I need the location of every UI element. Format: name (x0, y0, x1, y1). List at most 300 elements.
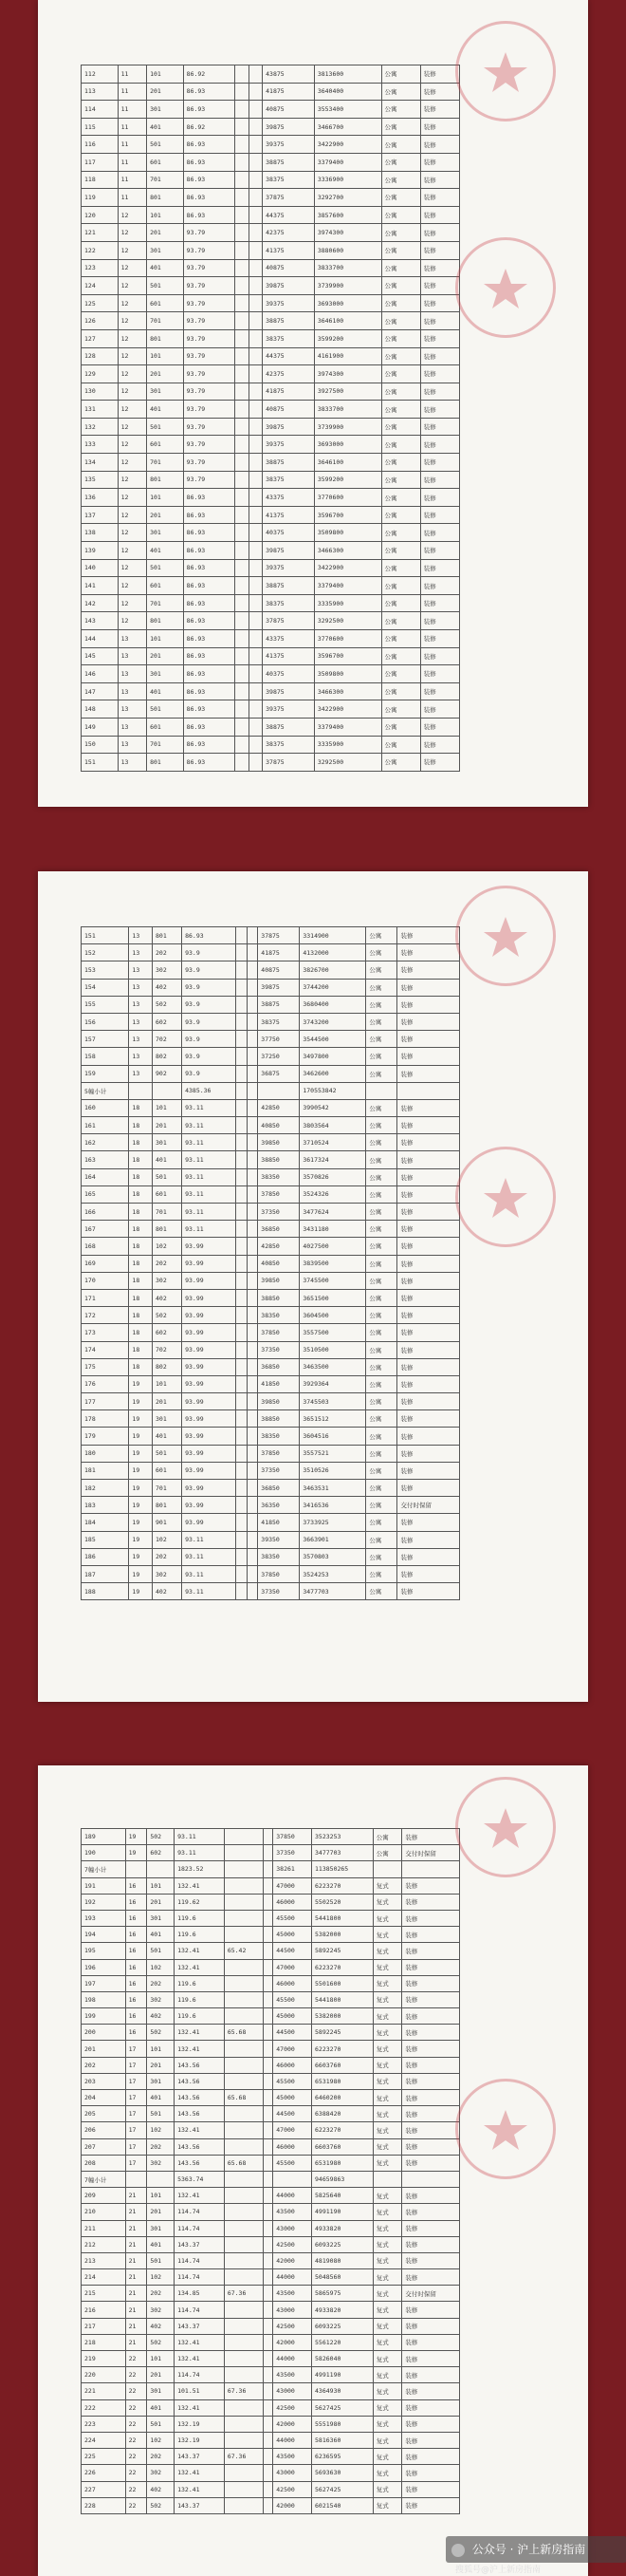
table-cell: 143.56 (175, 2106, 225, 2122)
table-cell: 装修 (397, 1255, 460, 1272)
table-cell: 公寓 (366, 1255, 397, 1272)
table-cell: 装修 (420, 383, 459, 401)
table-cell: 93.99 (182, 1514, 236, 1531)
table-cell: 93.11 (182, 1099, 236, 1116)
table-cell: 93.79 (183, 241, 235, 259)
table-cell: 3570826 (300, 1168, 366, 1185)
table-cell (224, 2497, 263, 2513)
table-cell: 公寓 (366, 1462, 397, 1479)
table-cell: 装修 (397, 979, 460, 996)
table-cell: 401 (153, 1151, 182, 1168)
table-cell: 19 (129, 1565, 153, 1582)
table-cell (249, 506, 262, 524)
table-row (82, 2383, 460, 2399)
table-cell (235, 542, 249, 560)
table-cell: 132.41 (175, 2334, 225, 2350)
table-row (82, 1514, 460, 1531)
table-cell: 94659863 (312, 2171, 374, 2187)
table-row (82, 1358, 460, 1375)
table-cell: 143.56 (175, 2057, 225, 2073)
table-cell: 装修 (402, 1894, 460, 1910)
table-cell (224, 2367, 263, 2383)
table-cell (263, 2057, 273, 2073)
table-cell: 19 (129, 1583, 153, 1600)
table-cell: 402 (153, 979, 182, 996)
table-cell (258, 1082, 300, 1099)
table-cell (247, 1065, 258, 1082)
table-cell (263, 2269, 273, 2286)
table-cell: 86.93 (183, 736, 235, 754)
table-cell: 401 (147, 2236, 175, 2252)
table-cell (235, 612, 249, 630)
table-cell: 装修 (397, 1134, 460, 1151)
table-cell: 202 (147, 2286, 175, 2302)
table-cell: 装修 (402, 2432, 460, 2448)
table-cell (249, 418, 262, 436)
table-row (82, 630, 460, 648)
table-cell (235, 559, 249, 577)
table-cell: 复式 (373, 1894, 402, 1910)
table-cell: 143.56 (175, 2138, 225, 2155)
table-cell: 502 (147, 2334, 175, 2350)
footer-watermark (446, 2536, 626, 2563)
table-cell: 301 (153, 1134, 182, 1151)
table-cell (263, 2302, 273, 2318)
table-cell: 12 (118, 524, 147, 542)
table-row (82, 2367, 460, 2383)
table-row (82, 489, 460, 507)
table-cell: 86.93 (183, 718, 235, 736)
table-cell: 公寓 (381, 524, 420, 542)
table-cell: 93.9 (182, 961, 236, 979)
table-cell: 302 (153, 1272, 182, 1289)
table-row (82, 2399, 460, 2416)
table-cell: 301 (147, 2383, 175, 2399)
table-cell: 公寓 (366, 944, 397, 961)
table-cell: 93.79 (183, 329, 235, 347)
table-cell: 301 (147, 2220, 175, 2236)
table-cell: 复式 (373, 2155, 402, 2171)
table-cell: 11 (118, 189, 147, 207)
table-row (82, 1428, 460, 1445)
table-cell: 5561220 (312, 2334, 374, 2350)
table-row (82, 1861, 460, 1877)
table-cell: 3379400 (314, 153, 381, 171)
table-cell: 145 (82, 647, 119, 665)
table-cell: 公寓 (366, 1185, 397, 1203)
table-cell: 公寓 (381, 418, 420, 436)
table-cell: 18 (129, 1151, 153, 1168)
table-cell: 装修 (397, 1204, 460, 1221)
table-cell: 188 (82, 1583, 129, 1600)
table-cell: 86.93 (183, 594, 235, 612)
table-cell: 12 (118, 401, 147, 419)
table-cell: 42850 (258, 1238, 300, 1255)
table-cell: 93.99 (182, 1255, 236, 1272)
table-cell: 177 (82, 1393, 129, 1410)
table-cell (249, 436, 262, 454)
table-cell: 220 (82, 2367, 126, 2383)
table-cell: 3813600 (314, 65, 381, 84)
table-cell: 装修 (397, 1428, 460, 1445)
table-cell: 114.74 (175, 2220, 225, 2236)
table-cell (236, 1393, 248, 1410)
table-cell: 45500 (273, 1910, 312, 1926)
table-row (82, 1117, 460, 1134)
table-cell: 200 (82, 2025, 126, 2041)
table-cell: 165 (82, 1185, 129, 1203)
table-cell: 125 (82, 294, 119, 312)
table-cell: 160 (82, 1099, 129, 1116)
table-cell: 装修 (397, 1289, 460, 1306)
table-cell: 166 (82, 1204, 129, 1221)
table-cell: 119.62 (175, 1894, 225, 1910)
table-cell (249, 65, 262, 84)
table-cell (263, 2465, 273, 2481)
table-cell: 5892245 (312, 2025, 374, 2041)
table-cell: 公寓 (381, 436, 420, 454)
table-cell: 装修 (397, 1221, 460, 1238)
table-cell: 装修 (402, 2220, 460, 2236)
table-cell (247, 1255, 258, 1272)
table-cell: 公寓 (366, 1358, 397, 1375)
table-cell (263, 1894, 273, 1910)
table-cell (247, 1565, 258, 1582)
seal-stamp-icon (455, 237, 556, 338)
table-cell: 41850 (258, 1375, 300, 1392)
table-cell: 40875 (263, 401, 315, 419)
table-cell: 13 (129, 996, 153, 1013)
table-cell (236, 1462, 248, 1479)
table-cell: 501 (147, 2106, 175, 2122)
table-cell (247, 1548, 258, 1565)
table-row (82, 347, 460, 365)
table-cell (249, 294, 262, 312)
table-cell: 67.36 (224, 2383, 263, 2399)
table-cell: 401 (153, 1428, 182, 1445)
table-cell: 38875 (263, 153, 315, 171)
table-cell: 装修 (397, 1168, 460, 1185)
table-cell: 204 (82, 2090, 126, 2106)
table-cell (249, 312, 262, 330)
table-cell: 93.11 (175, 1845, 225, 1861)
table-cell (235, 101, 249, 119)
table-cell: 装修 (420, 83, 459, 101)
table-cell: 装修 (397, 1462, 460, 1479)
table-cell: 102 (147, 2269, 175, 2286)
table-cell: 38375 (263, 171, 315, 189)
table-cell: 交付时保留 (397, 1497, 460, 1514)
table-cell: 4933820 (312, 2220, 374, 2236)
table-cell (263, 2171, 273, 2187)
price-table-page-3 (81, 1828, 460, 2514)
table-cell: 装修 (420, 277, 459, 295)
table-cell (249, 259, 262, 277)
table-cell: 公寓 (381, 559, 420, 577)
table-cell: 156 (82, 1013, 129, 1030)
table-cell: 6223270 (312, 1959, 374, 1975)
table-cell: 38375 (263, 471, 315, 489)
table-cell: 装修 (420, 347, 459, 365)
table-cell: 101 (147, 2041, 175, 2057)
table-cell: 101 (147, 630, 184, 648)
table-cell: 公寓 (381, 682, 420, 700)
table-cell: 93.99 (182, 1462, 236, 1479)
table-cell: 装修 (402, 2416, 460, 2432)
table-cell: 12 (118, 506, 147, 524)
table-cell: 38850 (258, 1289, 300, 1306)
table-cell (249, 136, 262, 154)
table-cell: 装修 (420, 329, 459, 347)
table-cell: 93.11 (182, 1168, 236, 1185)
table-cell: 4027500 (300, 1238, 366, 1255)
table-cell (147, 1861, 175, 1877)
table-row (82, 1324, 460, 1341)
table-cell: 38375 (263, 329, 315, 347)
table-cell: 18 (129, 1117, 153, 1134)
table-cell: 3927500 (314, 383, 381, 401)
table-cell: 37875 (258, 927, 300, 944)
table-cell: 801 (147, 189, 184, 207)
table-cell: 复式 (373, 2302, 402, 2318)
table-cell: 公寓 (381, 700, 420, 719)
table-cell: 119.6 (175, 1927, 225, 1943)
table-cell (224, 2236, 263, 2252)
table-cell (236, 1289, 248, 1306)
table-cell: 118 (82, 171, 119, 189)
table-cell (235, 83, 249, 101)
table-cell (236, 1531, 248, 1548)
table-cell: 17 (125, 2122, 147, 2138)
table-cell: 装修 (420, 206, 459, 224)
table-cell: 40375 (263, 524, 315, 542)
table-cell (236, 1168, 248, 1185)
table-cell: 182 (82, 1480, 129, 1497)
table-cell (236, 1099, 248, 1116)
table-cell (247, 1462, 258, 1479)
table-cell: 公寓 (366, 1168, 397, 1185)
table-cell (249, 700, 262, 719)
table-cell: 3880600 (314, 241, 381, 259)
table-cell: 38875 (263, 577, 315, 595)
table-cell: 44000 (273, 2432, 312, 2448)
table-cell: 装修 (397, 1048, 460, 1065)
table-row (82, 1829, 460, 1845)
table-cell: 公寓 (381, 224, 420, 242)
table-cell (249, 718, 262, 736)
table-cell: 装修 (420, 612, 459, 630)
table-cell: 装修 (420, 312, 459, 330)
table-cell: 132.41 (175, 2481, 225, 2497)
table-cell: 装修 (397, 1375, 460, 1392)
table-cell: 43000 (273, 2220, 312, 2236)
table-row (82, 1151, 460, 1168)
table-cell: 119 (82, 189, 119, 207)
table-cell: 公寓 (366, 1341, 397, 1358)
table-cell: 19 (129, 1462, 153, 1479)
table-cell (224, 2481, 263, 2497)
table-cell (224, 2008, 263, 2025)
table-cell (235, 630, 249, 648)
table-cell: 装修 (420, 718, 459, 736)
table-cell: 19 (129, 1393, 153, 1410)
table-cell (236, 1031, 248, 1048)
table-cell: 3974300 (314, 224, 381, 242)
table-cell: 93.79 (183, 277, 235, 295)
table-cell (249, 101, 262, 119)
table-cell: 113 (82, 83, 119, 101)
table-cell: 902 (153, 1065, 182, 1082)
table-cell: 复式 (373, 2252, 402, 2268)
table-cell: 101 (147, 2351, 175, 2367)
table-cell (153, 1082, 182, 1099)
table-cell: 161 (82, 1117, 129, 1134)
table-cell: 复式 (373, 2449, 402, 2465)
table-cell: 复式 (373, 2008, 402, 2025)
table-cell: 47000 (273, 2041, 312, 2057)
table-cell: 132.41 (175, 2025, 225, 2041)
table-cell: 5441800 (312, 1991, 374, 2007)
table-cell: 178 (82, 1410, 129, 1428)
table-cell: 132.41 (175, 1877, 225, 1894)
table-cell: 221 (82, 2383, 126, 2399)
price-table-page-2 (81, 926, 460, 1600)
table-cell (247, 1238, 258, 1255)
table-cell: 93.11 (182, 1548, 236, 1565)
table-cell (224, 1894, 263, 1910)
table-row (82, 277, 460, 295)
table-cell: 93.9 (182, 1013, 236, 1030)
table-cell: 101 (153, 1375, 182, 1392)
table-cell (249, 365, 262, 383)
table-cell: 42375 (263, 224, 315, 242)
table-cell: 41850 (258, 1514, 300, 1531)
table-cell: 3431180 (300, 1221, 366, 1238)
table-cell: 196 (82, 1959, 126, 1975)
table-cell: 93.99 (182, 1375, 236, 1392)
table-cell: 公寓 (373, 1829, 402, 1845)
table-cell: 601 (153, 1185, 182, 1203)
table-cell: 交付时保留 (402, 2286, 460, 2302)
table-cell: 6388420 (312, 2106, 374, 2122)
table-cell: 36350 (258, 1497, 300, 1514)
table-cell: 装修 (402, 2497, 460, 2513)
table-cell: 170 (82, 1272, 129, 1289)
table-cell: 装修 (420, 153, 459, 171)
table-cell: 公寓 (366, 1013, 397, 1030)
table-cell: 151 (82, 754, 119, 772)
table-cell (236, 1514, 248, 1531)
table-cell: 装修 (397, 1117, 460, 1134)
table-cell: 公寓 (381, 471, 420, 489)
table-cell: 132.41 (175, 2399, 225, 2416)
table-cell: 151 (82, 927, 129, 944)
table-cell: 公寓 (366, 1134, 397, 1151)
table-cell: 公寓 (366, 1307, 397, 1324)
table-cell: 302 (153, 961, 182, 979)
table-cell: 42500 (273, 2236, 312, 2252)
table-cell: 13 (118, 736, 147, 754)
table-cell: 12 (118, 577, 147, 595)
table-cell: 38875 (263, 454, 315, 472)
table-cell: 21 (125, 2286, 147, 2302)
table-cell (263, 2138, 273, 2155)
table-cell: 3839500 (300, 1255, 366, 1272)
table-cell: 38350 (258, 1168, 300, 1185)
table-cell: 19 (129, 1480, 153, 1497)
table-cell (236, 1358, 248, 1375)
table-cell: 158 (82, 1048, 129, 1065)
table-cell: 140 (82, 559, 119, 577)
table-cell (247, 1480, 258, 1497)
table-cell: 19 (129, 1514, 153, 1531)
table-cell: 702 (153, 1031, 182, 1048)
table-cell: 22 (125, 2351, 147, 2367)
table-row (82, 736, 460, 754)
table-cell: 39850 (258, 1393, 300, 1410)
table-cell: 22 (125, 2367, 147, 2383)
table-cell: 43500 (273, 2286, 312, 2302)
table-cell (263, 2041, 273, 2057)
table-cell: 复式 (373, 1975, 402, 1991)
table-cell: 复式 (373, 2351, 402, 2367)
table-cell: 176 (82, 1375, 129, 1392)
table-cell: 132.19 (175, 2432, 225, 2448)
table-cell: 202 (82, 2057, 126, 2073)
table-row (82, 542, 460, 560)
table-cell: 37850 (258, 1565, 300, 1582)
table-cell: 301 (147, 101, 184, 119)
table-cell: 装修 (420, 294, 459, 312)
table-cell: 143 (82, 612, 119, 630)
table-cell (247, 961, 258, 979)
table-cell: 401 (147, 2399, 175, 2416)
table-cell: 86.93 (183, 665, 235, 683)
table-cell: 86.93 (183, 153, 235, 171)
table-cell (263, 2318, 273, 2334)
table-cell: 3617324 (300, 1151, 366, 1168)
table-cell: 16 (125, 1959, 147, 1975)
table-cell: 192 (82, 1894, 126, 1910)
table-cell: 16 (125, 1877, 147, 1894)
table-cell: 101 (153, 1099, 182, 1116)
table-cell: 101 (147, 489, 184, 507)
table-cell: 183 (82, 1497, 129, 1514)
table-cell: 802 (153, 1048, 182, 1065)
table-cell: 装修 (402, 2057, 460, 2073)
table-cell: 39875 (263, 418, 315, 436)
table-cell: 93.11 (182, 1185, 236, 1203)
table-cell: 3710524 (300, 1134, 366, 1151)
table-cell: 22 (125, 2416, 147, 2432)
table-cell: 86.93 (183, 559, 235, 577)
table-cell (235, 436, 249, 454)
table-row (82, 2025, 460, 2041)
table-cell (224, 1910, 263, 1926)
table-cell: 装修 (420, 647, 459, 665)
table-cell: 6223270 (312, 2041, 374, 2057)
table-cell: 装修 (397, 1583, 460, 1600)
table-cell (236, 1255, 248, 1272)
table-cell (247, 1497, 258, 1514)
table-row (82, 329, 460, 347)
table-cell: 3739900 (314, 277, 381, 295)
table-cell: 18 (129, 1185, 153, 1203)
table-cell: 67.36 (224, 2286, 263, 2302)
table-cell: 93.99 (182, 1410, 236, 1428)
table-cell: 171 (82, 1289, 129, 1306)
table-cell (236, 1204, 248, 1221)
